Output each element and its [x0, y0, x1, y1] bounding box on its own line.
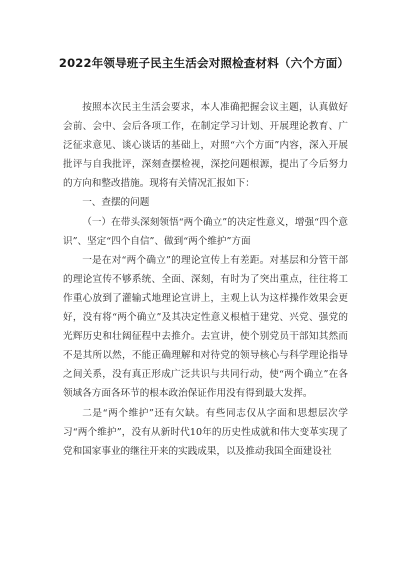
intro-paragraph: 按照本次民主生活会要求，本人准确把握会议主题，认真做好会前、会中、会后各项工作，在制定学习计划、开展理论教育、广泛征求意见、谈心谈话的基础上，对照“六个方面”内容，深入开展批评与自我批评，深刻查摆检视，深挖问题根源，提出了今后努力的方向和整改措施。现将有关情况汇报如下：	[63, 102, 348, 190]
document-title: 2022年领导班子民主生活会对照检查材料（六个方面）	[58, 56, 350, 70]
subsection-heading: （一）在带头深刻领悟“两个确立”的决定性意义，增强“四个意识”、坚定“四个自信”、做到“两个维护”方面	[63, 216, 348, 247]
body-paragraph: 一是在对“两个确立”的理论宣传上有差距。对基层和分管干部的理论宣传不够系统、全面、深刻，有时为了突出重点，往往将工作重心放到了灌输式地理论宣讲上，主观上认为这样操作效果会更好，没有将“两个确立”及其决定性意义根植于建党、兴党、强党的光辉历史和壮阔征程中去推介。去宣讲，使个别党员干部知其然而不是其所以然，不能正确理解和对待党的领导核心与科学理论指导之间关系，没有真正形成广泛共识与共同行动，使“两个确立”在各领域各方面各环节的根本政治保证作用没有得到最大发挥。	[63, 254, 348, 400]
section-heading: 一、查摆的问题	[82, 197, 150, 209]
body-paragraph: 二是“两个维护”还有欠缺。有些同志仅从字面和思想层次学习“两个维护”，没有从新时代10年的历史性成就和伟大变革实现了党和国家事业的继往开来的实践成果，以及推动我国全面建设社	[63, 407, 348, 457]
document-body	[63, 98, 348, 461]
